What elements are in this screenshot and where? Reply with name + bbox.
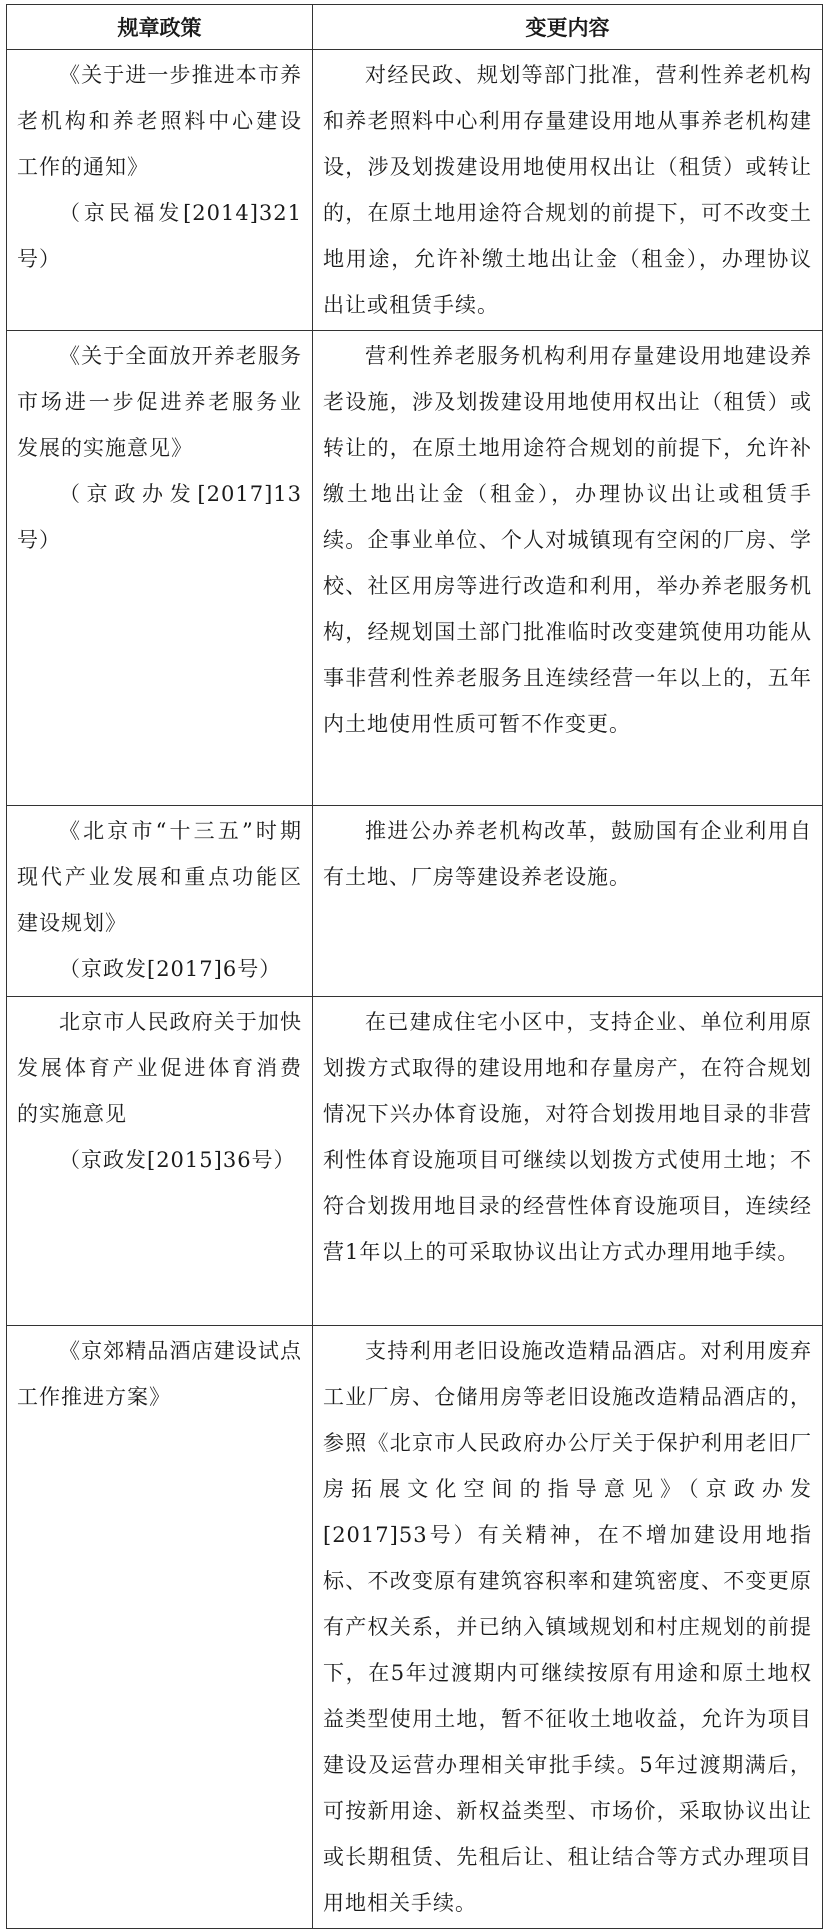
policy-cell xyxy=(7,997,313,1326)
table-header-row xyxy=(7,5,823,50)
change-content: 推进公办养老机构改革，鼓励国有企业利用自有土地、厂房等建设养老设施。 xyxy=(323,819,812,889)
policy-cell xyxy=(7,806,313,997)
policy-title: 《关于进一步推进本市养老机构和养老照料中心建设工作的通知》 xyxy=(17,63,302,179)
policy-doc-number: （京民福发[2014]321号） xyxy=(17,201,302,271)
policy-doc-number: （京政办发[2017]13号） xyxy=(17,482,302,552)
change-content: 对经民政、规划等部门批准，营利性养老机构和养老照料中心利用存量建设用地从事养老机构建设，涉及划拨建设用地使用权出让（租赁）或转让的，在原土地用途符合规划的前提下，可不改变土地用途，允许补缴土地出让金（租金），办理协议出让或租赁手续。 xyxy=(323,63,812,317)
change-content: 支持利用老旧设施改造精品酒店。对利用废弃工业厂房、仓储用房等老旧设施改造精品酒店的，参照《北京市人民政府办公厅关于保护利用老旧厂房拓展文化空间的指导意见》（京政办发[2017]53号）有关精神，在不增加建设用地指标、不改变原有建筑容积率和建筑密度、不变更原有产权关系，并已纳入镇域规划和村庄规划的前提下，在5年过渡期内可继续按原有用途和原土地权益类型使用土地，暂不征收土地收益，允许为项目建设及运营办理相关审批手续。5年过渡期满后，可按新用途、新权益类型、市场价，采取协议出让或长期租赁、先租后让、租让结合等方式办理项目用地相关手续。 xyxy=(323,1339,812,1915)
policy-title: 《北京市“十三五”时期现代产业发展和重点功能区建设规划》 xyxy=(17,819,302,935)
header-policy: 规章政策 xyxy=(7,5,313,50)
policy-title: 《京郊精品酒店建设试点工作推进方案》 xyxy=(17,1339,302,1409)
policy-change-table xyxy=(6,4,823,1929)
policy-doc-number: （京政发[2017]6号） xyxy=(59,957,282,981)
content-cell xyxy=(313,806,823,997)
change-content: 在已建成住宅小区中，支持企业、单位利用原划拨方式取得的建设用地和存量房产，在符合规划情况下兴办体育设施，对符合划拨用地目录的非营利性体育设施项目可继续以划拨方式使用土地；不符合划拨用地目录的经营性体育设施项目，连续经营1年以上的可采取协议出让方式办理用地手续。 xyxy=(323,1010,812,1264)
header-changes: 变更内容 xyxy=(313,5,823,50)
policy-title: 北京市人民政府关于加快发展体育产业促进体育消费的实施意见 xyxy=(17,1010,302,1126)
content-cell xyxy=(313,50,823,331)
content-cell xyxy=(313,331,823,806)
content-cell xyxy=(313,997,823,1326)
table-row xyxy=(7,1326,823,1929)
policy-title: 《关于全面放开养老服务市场进一步促进养老服务业发展的实施意见》 xyxy=(17,344,302,460)
table-row xyxy=(7,50,823,331)
policy-cell xyxy=(7,50,313,331)
policy-cell xyxy=(7,1326,313,1929)
policy-cell xyxy=(7,331,313,806)
change-content: 营利性养老服务机构利用存量建设用地建设养老设施，涉及划拨建设用地使用权出让（租赁）或转让的，在原土地用途符合规划的前提下，允许补缴土地出让金（租金），办理协议出让或租赁手续。企事业单位、个人对城镇现有空闲的厂房、学校、社区用房等进行改造和利用，举办养老服务机构，经规划国土部门批准临时改变建筑使用功能从事非营利性养老服务且连续经营一年以上的，五年内土地使用性质可暂不作变更。 xyxy=(323,344,812,736)
content-cell xyxy=(313,1326,823,1929)
table-row xyxy=(7,997,823,1326)
table-row xyxy=(7,331,823,806)
table-row xyxy=(7,806,823,997)
policy-doc-number: （京政发[2015]36号） xyxy=(59,1148,296,1172)
